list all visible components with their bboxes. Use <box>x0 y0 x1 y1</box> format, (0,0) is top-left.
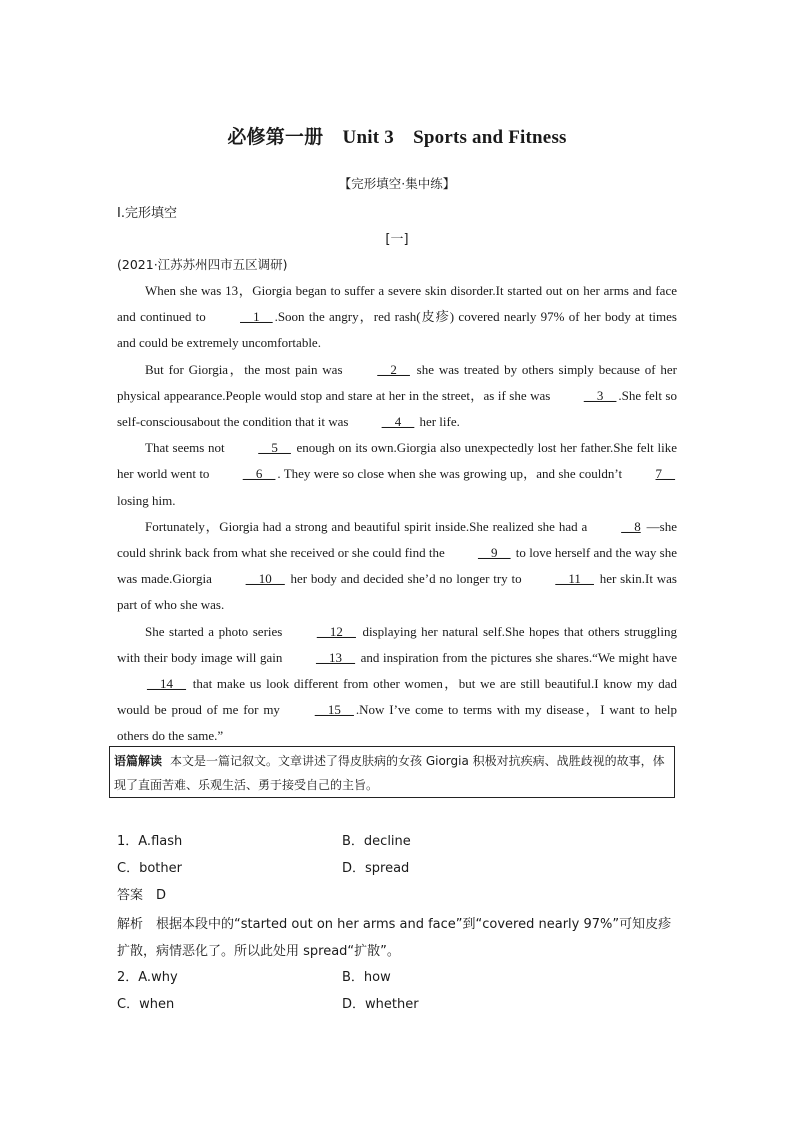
passage-summary-box <box>109 746 675 798</box>
summary-text: 本文是一篇记叙文。文章讲述了得皮肤病的女孩 Giorgia 积极对抗疾病、战胜歧视的故事，体现了直面苦难、乐观生活、勇于接受自己的主旨。 <box>114 754 665 792</box>
blank-5[interactable]: __5__ <box>258 440 291 456</box>
part-number: [一] <box>385 232 409 247</box>
passage-text: .She felt so self-consciousabout the condition that it was <box>117 387 677 430</box>
blank-10[interactable]: __10__ <box>245 571 285 587</box>
passage-text: and inspiration from the pictures she shares.“We might have <box>357 649 677 665</box>
passage-paragraph-4 <box>117 514 677 619</box>
option-c[interactable]: C．when <box>117 997 175 1012</box>
passage-paragraph-3 <box>117 435 677 514</box>
option-b[interactable]: B．decline <box>342 834 411 849</box>
passage-text: her skin.It was part of who she was. <box>117 571 677 613</box>
passage-text: displaying her natural self.She hopes that others struggling with their body image will gain <box>117 623 677 665</box>
section-heading: Ⅰ.完形填空 <box>117 206 177 221</box>
passage-text: .Soon the angry，red rash(皮疹) covered nearly 97% of her body at times and could be extremely uncomfortable. <box>117 309 677 351</box>
summary-label: 语篇解读 <box>114 754 163 768</box>
option-b[interactable]: B．how <box>342 970 391 985</box>
blank-2[interactable]: __2__ <box>377 361 410 377</box>
option-a[interactable]: 2．A.why <box>117 970 178 985</box>
passage-text: that make us look different from other women，but we are still beautiful.I know my dad would be proud of me for my <box>117 676 677 718</box>
blank-9[interactable]: __9__ <box>478 545 511 561</box>
option-a[interactable]: 1．A.flash <box>117 834 183 849</box>
passage-text: —she could shrink back from what she received or she could find the <box>117 518 677 561</box>
blank-12[interactable]: __12__ <box>316 623 356 639</box>
question-2 <box>117 966 677 1020</box>
passage-text: she was treated by others simply because of her physical appearance.People would stop and stare at her in the street，as if she was <box>117 361 677 403</box>
page-title: 必修第一册 Unit 3 Sports and Fitness <box>227 127 567 148</box>
passage-text: That seems not <box>145 440 229 456</box>
options-row <box>117 830 677 857</box>
passage-paragraph-1 <box>117 278 677 357</box>
passage-text: her body and decided she’d no longer try to <box>286 571 526 587</box>
blank-14[interactable]: __14__ <box>147 676 186 692</box>
options-row <box>117 966 677 993</box>
blank-6[interactable]: __6__ <box>242 466 276 482</box>
passage-text: . They were so close when she was growing up，and she couldn’t <box>277 466 626 482</box>
option-d[interactable]: D．whether <box>342 997 419 1012</box>
passage-paragraph-5 <box>117 619 677 750</box>
analysis-text: 解析 根据本段中的“started out on her arms and face”到“covered nearly 97%”可知皮疹扩散，病情恶化了。所以此处用 spread“扩散”。 <box>117 917 672 959</box>
option-d[interactable]: D．spread <box>342 861 410 876</box>
passage-text: losing him. <box>117 492 176 508</box>
options-row <box>117 993 677 1020</box>
blank-8[interactable]: __8 <box>621 518 641 534</box>
blank-13[interactable]: __13__ <box>316 649 356 665</box>
blank-7[interactable]: 7__ <box>655 466 676 482</box>
options-row <box>117 857 677 884</box>
source-note: (2021·江苏苏州四市五区调研) <box>117 257 288 272</box>
passage-text: But for Giorgia，the most pain was <box>145 361 348 377</box>
question-1 <box>117 830 677 965</box>
passage-paragraph-2 <box>117 357 677 436</box>
passage-text: her life. <box>416 414 460 430</box>
passage-text: She started a photo series <box>145 623 287 639</box>
exercise-subtitle: 【完形填空·集中练】 <box>338 176 456 191</box>
blank-4[interactable]: __4__ <box>381 414 415 430</box>
answer-line: 答案 D <box>117 888 167 903</box>
passage-text: .Now I’ve come to terms with my disease，I want to help others do the same.” <box>117 702 677 744</box>
blank-1[interactable]: __1__ <box>240 309 273 325</box>
blank-15[interactable]: __15__ <box>314 702 354 718</box>
passage-text: enough on its own.Giorgia also unexpectedly lost her father.She felt like her world went to <box>117 440 677 482</box>
cloze-passage <box>117 278 677 750</box>
passage-text: Fortunately，Giorgia had a strong and beautiful spirit inside.She realized she had a <box>145 518 592 534</box>
blank-3[interactable]: __3__ <box>583 387 617 403</box>
passage-text: to love herself and the way she was made.Giorgia <box>117 545 677 587</box>
blank-11[interactable]: __11__ <box>555 571 594 587</box>
passage-text: When she was 13，Giorgia began to suffer a severe skin disorder.It started out on her arms and face and continued to <box>117 283 677 325</box>
option-c[interactable]: C．bother <box>117 861 182 876</box>
